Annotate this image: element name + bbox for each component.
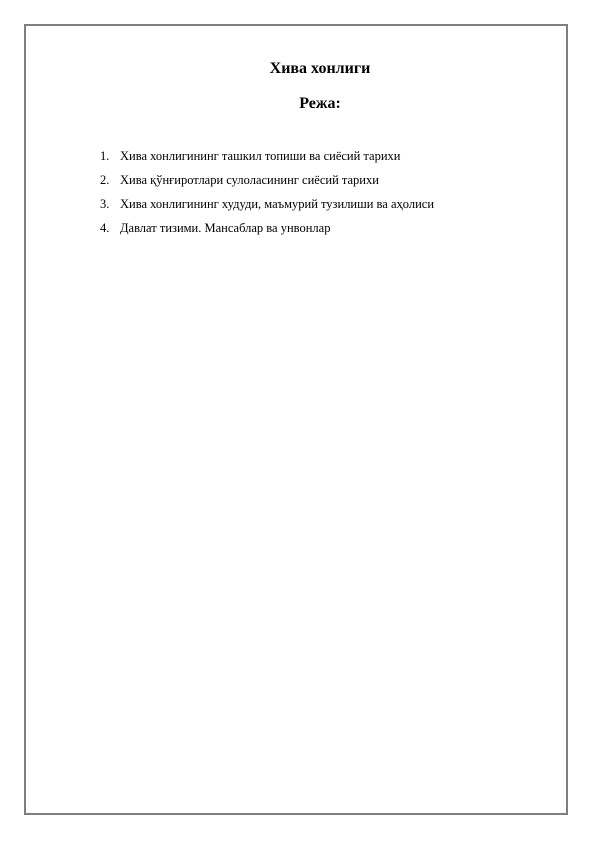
plan-item-text: Хива хонлигининг худуди, маъмурий тузилиши ва аҳолиси — [120, 197, 435, 211]
plan-item — [100, 219, 434, 243]
document-title: Хива хонлиги — [269, 60, 371, 77]
plan-item-text: Хива хонлигининг ташкил топиши ва сиёсий тарихи — [120, 149, 401, 163]
plan-item-text: Давлат тизими. Мансаблар ва унвонлар — [120, 221, 331, 235]
plan-heading: Режа: — [299, 95, 341, 112]
plan-item-text: Хива қўнғиротлари сулоласининг сиёсий тарихи — [120, 173, 379, 187]
plan-item — [100, 195, 434, 219]
plan-item — [100, 147, 434, 171]
plan-item-number: 4. — [100, 221, 110, 235]
plan-item-number: 3. — [100, 197, 110, 211]
plan-item-number: 1. — [100, 149, 110, 163]
plan-item — [100, 171, 434, 195]
plan-list — [100, 147, 434, 243]
plan-item-number: 2. — [100, 173, 110, 187]
page-border — [24, 24, 568, 815]
